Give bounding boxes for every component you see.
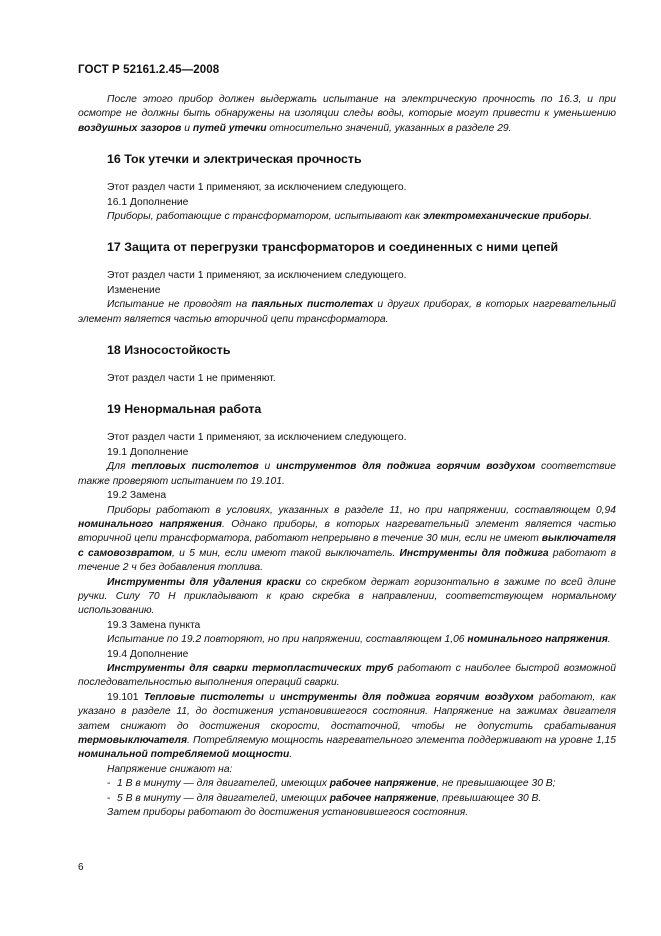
paragraph: [78, 691, 616, 763]
text-run: , не превышающее 30 В;: [436, 778, 556, 790]
paragraph: Этот раздел части 1 применяют, за исключением следующего.: [107, 182, 407, 194]
section-18-heading: 18 Износостойкость: [107, 343, 231, 358]
clause-number: 19.2 Замена: [107, 490, 167, 502]
list-item: [78, 792, 616, 806]
term: электромеханические приборы: [423, 211, 590, 223]
text-run: .: [607, 634, 611, 646]
paragraph: [78, 504, 616, 576]
text-run: Приборы, работающие с трансформатором, испытывают как: [107, 211, 424, 223]
text-run: . Потребляемую мощность нагревательного элемента поддерживают на уровне 1,15: [187, 735, 616, 746]
term: рабочее напряжение: [329, 792, 437, 804]
text-run: относительно значений, указанных в разделе 29.: [266, 122, 512, 134]
text-run: со скребком держат горизонтально в зажиме по всей длине ручки. Силу 70 Н прикладывают к краю скребка в направлении, соответствующем нормальному использованию.: [78, 576, 617, 617]
text-run: и: [181, 122, 193, 134]
paragraph: [78, 298, 616, 327]
paragraph: Этот раздел части 1 не применяют.: [107, 373, 276, 385]
text-run: Приборы работают в условиях, указанных в разделе 11, но при напряжении, составляющем 0,94: [107, 504, 616, 516]
term: Инструменты для сварки термопластических труб: [107, 662, 394, 674]
text-run: 5 В в минуту — для двигателей, имеющих: [117, 792, 330, 804]
document-body: [78, 93, 616, 820]
text-run: . Однако приборы, в которых нагревательный элемент является частью вторичной цепи трансформатора, работают непрерывно в течение 30 мин, если не имеют: [78, 518, 616, 545]
text-run: соответствие также проверяют испытанием по 19.101.: [78, 461, 616, 487]
text-run: и: [263, 691, 281, 703]
paragraph: [78, 210, 616, 224]
dash-marker: -: [107, 792, 111, 804]
text-run: Испытание не проводят на: [107, 299, 252, 311]
paragraph: Напряжение снижают на:: [107, 763, 233, 775]
term: рабочее напряжение: [329, 778, 437, 790]
term: инструменты для поджига горячим воздухом: [280, 691, 534, 703]
term: воздушных зазоров: [78, 122, 182, 134]
text-run: работают с наиболее быстрой возможной последовательностью выполнения операций сварки.: [78, 662, 616, 689]
text-run: , и 5 мин, если имеют такой выключатель.: [172, 547, 400, 559]
page-number: 6: [78, 862, 84, 873]
clause-number: 16.1 Дополнение: [107, 196, 189, 208]
term: Тепловые пистолеты: [143, 691, 264, 703]
term: Инструменты для поджига: [399, 547, 549, 559]
clause-number: 19.101: [107, 691, 144, 703]
clause-label: Изменение: [107, 284, 161, 296]
text-run: После этого прибор должен выдержать испытание на электрическую прочность по 16.3, и при осмотре не должны быть обнаружены на изоляции следы воды, которые могут привести к уменьшению: [78, 94, 616, 120]
section-16-heading: 16 Ток утечки и электрическая прочность: [107, 152, 362, 167]
text-run: работают, как указано в разделе 11, до достижения установившегося состояния. Напряжение на зажимах двигателя затем снижают до достижения скорости, достаточной, чтобы не допустить срабатывания: [78, 691, 616, 732]
text-run: .: [289, 749, 293, 761]
text-run: Испытание по 19.2 повторяют, но при напряжении, составляющем 1,06: [107, 634, 468, 646]
term: Инструменты для удаления краски: [107, 576, 301, 588]
text-run: , превышающее 30 В.: [436, 792, 542, 804]
term: термовыключателя: [78, 735, 188, 746]
intro-paragraph: [78, 93, 616, 136]
term: выключателя с самовозвратом: [78, 533, 616, 559]
term: номинального напряжения: [467, 634, 608, 646]
clause-number: 19.4 Дополнение: [107, 648, 189, 660]
term: инструментов для поджига горячим воздухом: [276, 461, 536, 473]
paragraph: [78, 662, 616, 691]
document-header: ГОСТ Р 52161.2.45—2008: [78, 64, 220, 76]
paragraph: [78, 460, 616, 489]
text-run: и: [258, 461, 277, 473]
text-run: работают в течение 2 ч без добавления топлива.: [78, 547, 617, 574]
text-run: 1 В в минуту — для двигателей, имеющих: [117, 778, 330, 790]
paragraph: Затем приборы работают до достижения установившегося состояния.: [107, 807, 469, 819]
paragraph: Этот раздел части 1 применяют, за исключением следующего.: [107, 270, 407, 282]
paragraph: Этот раздел части 1 применяют, за исключением следующего.: [107, 432, 407, 444]
term: паяльных пистолетах: [251, 299, 374, 311]
section-19-heading: 19 Ненормальная работа: [107, 402, 262, 417]
term: тепловых пистолетов: [131, 461, 259, 473]
section-17-heading: 17 Защита от перегрузки трансформаторов и соединенных с ними цепей: [107, 240, 559, 255]
text-run: и других приборах, в которых нагревательный элемент является частью вторичной цепи трансформатора.: [78, 299, 616, 325]
term: путей утечки: [192, 122, 267, 134]
term: номинального напряжения: [78, 518, 222, 530]
clause-number: 19.3 Замена пункта: [107, 619, 201, 631]
clause-number: 19.1 Дополнение: [107, 446, 189, 458]
list-item: [78, 777, 616, 791]
text-run: Для: [107, 461, 132, 473]
dash-marker: -: [107, 778, 111, 790]
term: номинальной потребляемой мощности: [78, 749, 290, 761]
text-run: .: [589, 211, 592, 223]
paragraph: [78, 633, 616, 647]
paragraph: [78, 576, 616, 619]
